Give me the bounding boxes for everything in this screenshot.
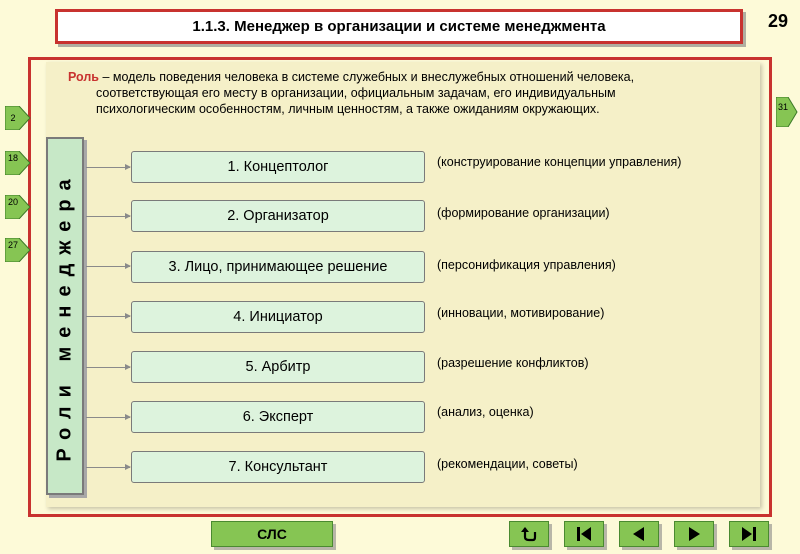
role-definition [68, 69, 758, 117]
nav-tab-label-4: 27 [7, 240, 18, 250]
role-box-6: 6. Эксперт [131, 401, 425, 433]
role-description-4: (инновации, мотивирование) [437, 306, 605, 320]
connector-5 [86, 367, 130, 368]
connector-7 [86, 467, 130, 468]
nav-tab-link-4[interactable] [5, 238, 31, 262]
connector-1 [86, 167, 130, 168]
last-page-button[interactable] [729, 521, 769, 547]
definition-line-2: соответствующая его месту в организации, официальным задачам, его индивидуальным [96, 86, 616, 100]
page-number: 29 [768, 11, 789, 31]
role-description-6: (анализ, оценка) [437, 405, 534, 419]
nav-tab-link-3[interactable] [5, 195, 31, 219]
first-page-button[interactable] [564, 521, 604, 547]
content-panel [46, 62, 760, 507]
last-page-icon [740, 526, 758, 542]
first-page-icon [575, 526, 593, 542]
role-box-1: 1. Концептолог [131, 151, 425, 183]
next-page-icon [685, 526, 703, 542]
previous-page-icon [630, 526, 648, 542]
definition-term: Роль [68, 70, 99, 84]
role-box-4: 4. Инициатор [131, 301, 425, 333]
role-box-2: 2. Организатор [131, 200, 425, 232]
role-description-3: (персонификация управления) [437, 258, 616, 272]
connector-2 [86, 216, 130, 217]
previous-page-button[interactable] [619, 521, 659, 547]
nav-tab-label-right: 31 [777, 102, 788, 112]
role-box-5: 5. Арбитр [131, 351, 425, 383]
nav-tab-link-1[interactable] [5, 106, 31, 130]
connector-3 [86, 266, 130, 267]
role-description-5: (разрешение конфликтов) [437, 356, 589, 370]
role-box-7: 7. Консультант [131, 451, 425, 483]
return-button[interactable] [509, 521, 549, 547]
return-arrow-icon [520, 525, 538, 543]
role-description-7: (рекомендации, советы) [437, 457, 578, 471]
nav-tab-label-3: 20 [7, 197, 18, 207]
connector-4 [86, 316, 130, 317]
definition-line-1: – модель поведения человека в системе служебных и внеслужебных отношений человека, [98, 70, 635, 84]
role-box-3: 3. Лицо, принимающее решение [131, 251, 425, 283]
nav-tab-link-right[interactable] [776, 97, 798, 127]
role-description-1: (конструирование концепции управления) [437, 155, 682, 169]
connector-6 [86, 417, 130, 418]
nav-tab-link-2[interactable] [5, 151, 31, 175]
slide-title: 1.1.3. Менеджер в организации и системе менеджмента [55, 9, 743, 44]
nav-tab-label-1: 2 [10, 113, 16, 123]
nav-tab-label-2: 18 [7, 153, 18, 163]
role-description-2: (формирование организации) [437, 206, 610, 220]
roles-vertical-label: Роли менеджера [53, 170, 76, 462]
slc-button[interactable]: СЛС [211, 521, 333, 547]
next-page-button[interactable] [674, 521, 714, 547]
definition-line-3: психологическим особенностям, личным ценностям, а также ожиданиям окружающих. [96, 102, 600, 116]
